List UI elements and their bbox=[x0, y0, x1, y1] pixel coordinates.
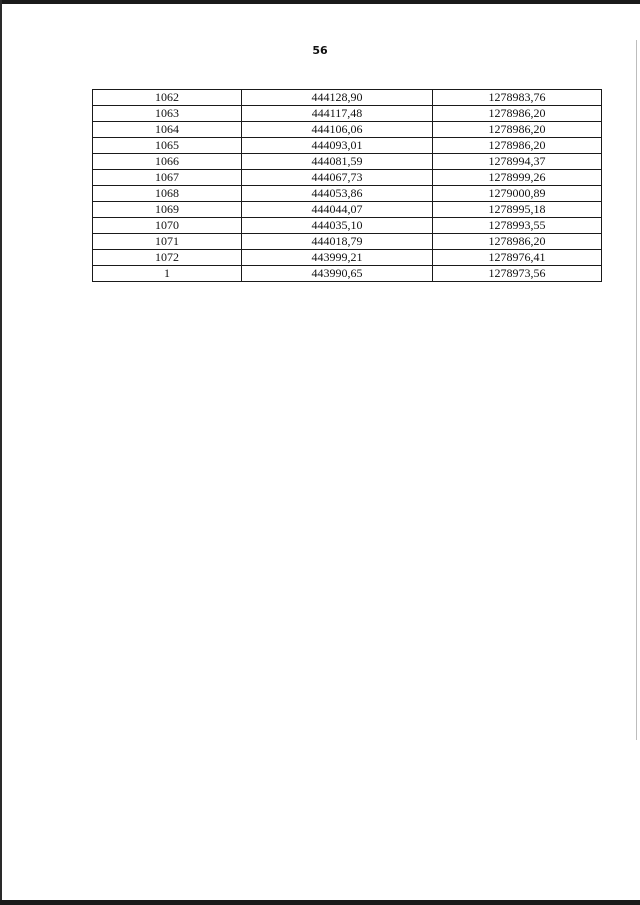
point-number-cell: 1072 bbox=[93, 250, 242, 266]
page-number: 56 bbox=[312, 44, 328, 57]
x-coordinate-cell: 444044,07 bbox=[242, 202, 433, 218]
table-row bbox=[93, 106, 602, 122]
x-coordinate-cell: 444067,73 bbox=[242, 170, 433, 186]
point-number-cell: 1070 bbox=[93, 218, 242, 234]
y-coordinate-cell: 1278986,20 bbox=[433, 122, 602, 138]
y-coordinate-cell: 1278999,26 bbox=[433, 170, 602, 186]
table-row bbox=[93, 202, 602, 218]
y-coordinate-cell: 1278994,37 bbox=[433, 154, 602, 170]
y-coordinate-cell: 1278995,18 bbox=[433, 202, 602, 218]
point-number-cell: 1064 bbox=[93, 122, 242, 138]
x-coordinate-cell: 444018,79 bbox=[242, 234, 433, 250]
table-row bbox=[93, 90, 602, 106]
x-coordinate-cell: 444081,59 bbox=[242, 154, 433, 170]
table-row bbox=[93, 218, 602, 234]
point-number-cell: 1069 bbox=[93, 202, 242, 218]
x-coordinate-cell: 444106,06 bbox=[242, 122, 433, 138]
table-row bbox=[93, 154, 602, 170]
table-row bbox=[93, 170, 602, 186]
table-row bbox=[93, 138, 602, 154]
y-coordinate-cell: 1278976,41 bbox=[433, 250, 602, 266]
table-row bbox=[93, 266, 602, 282]
scan-border-top bbox=[0, 0, 640, 4]
y-coordinate-cell: 1278993,55 bbox=[433, 218, 602, 234]
point-number-cell: 1067 bbox=[93, 170, 242, 186]
x-coordinate-cell: 444128,90 bbox=[242, 90, 433, 106]
point-number-cell: 1 bbox=[93, 266, 242, 282]
y-coordinate-cell: 1278986,20 bbox=[433, 106, 602, 122]
point-number-cell: 1065 bbox=[93, 138, 242, 154]
table-row bbox=[93, 186, 602, 202]
point-number-cell: 1071 bbox=[93, 234, 242, 250]
y-coordinate-cell: 1278986,20 bbox=[433, 234, 602, 250]
x-coordinate-cell: 444053,86 bbox=[242, 186, 433, 202]
point-number-cell: 1068 bbox=[93, 186, 242, 202]
x-coordinate-cell: 443990,65 bbox=[242, 266, 433, 282]
coordinates-table bbox=[92, 89, 602, 282]
scan-border-right bbox=[636, 40, 637, 740]
x-coordinate-cell: 444093,01 bbox=[242, 138, 433, 154]
x-coordinate-cell: 444117,48 bbox=[242, 106, 433, 122]
coordinates-table-body bbox=[93, 90, 602, 282]
table-row bbox=[93, 234, 602, 250]
scan-border-bottom bbox=[0, 900, 640, 905]
y-coordinate-cell: 1278973,56 bbox=[433, 266, 602, 282]
x-coordinate-cell: 444035,10 bbox=[242, 218, 433, 234]
y-coordinate-cell: 1279000,89 bbox=[433, 186, 602, 202]
point-number-cell: 1066 bbox=[93, 154, 242, 170]
table-row bbox=[93, 122, 602, 138]
table-row bbox=[93, 250, 602, 266]
point-number-cell: 1062 bbox=[93, 90, 242, 106]
x-coordinate-cell: 443999,21 bbox=[242, 250, 433, 266]
point-number-cell: 1063 bbox=[93, 106, 242, 122]
scan-border-left bbox=[0, 0, 2, 905]
y-coordinate-cell: 1278983,76 bbox=[433, 90, 602, 106]
y-coordinate-cell: 1278986,20 bbox=[433, 138, 602, 154]
